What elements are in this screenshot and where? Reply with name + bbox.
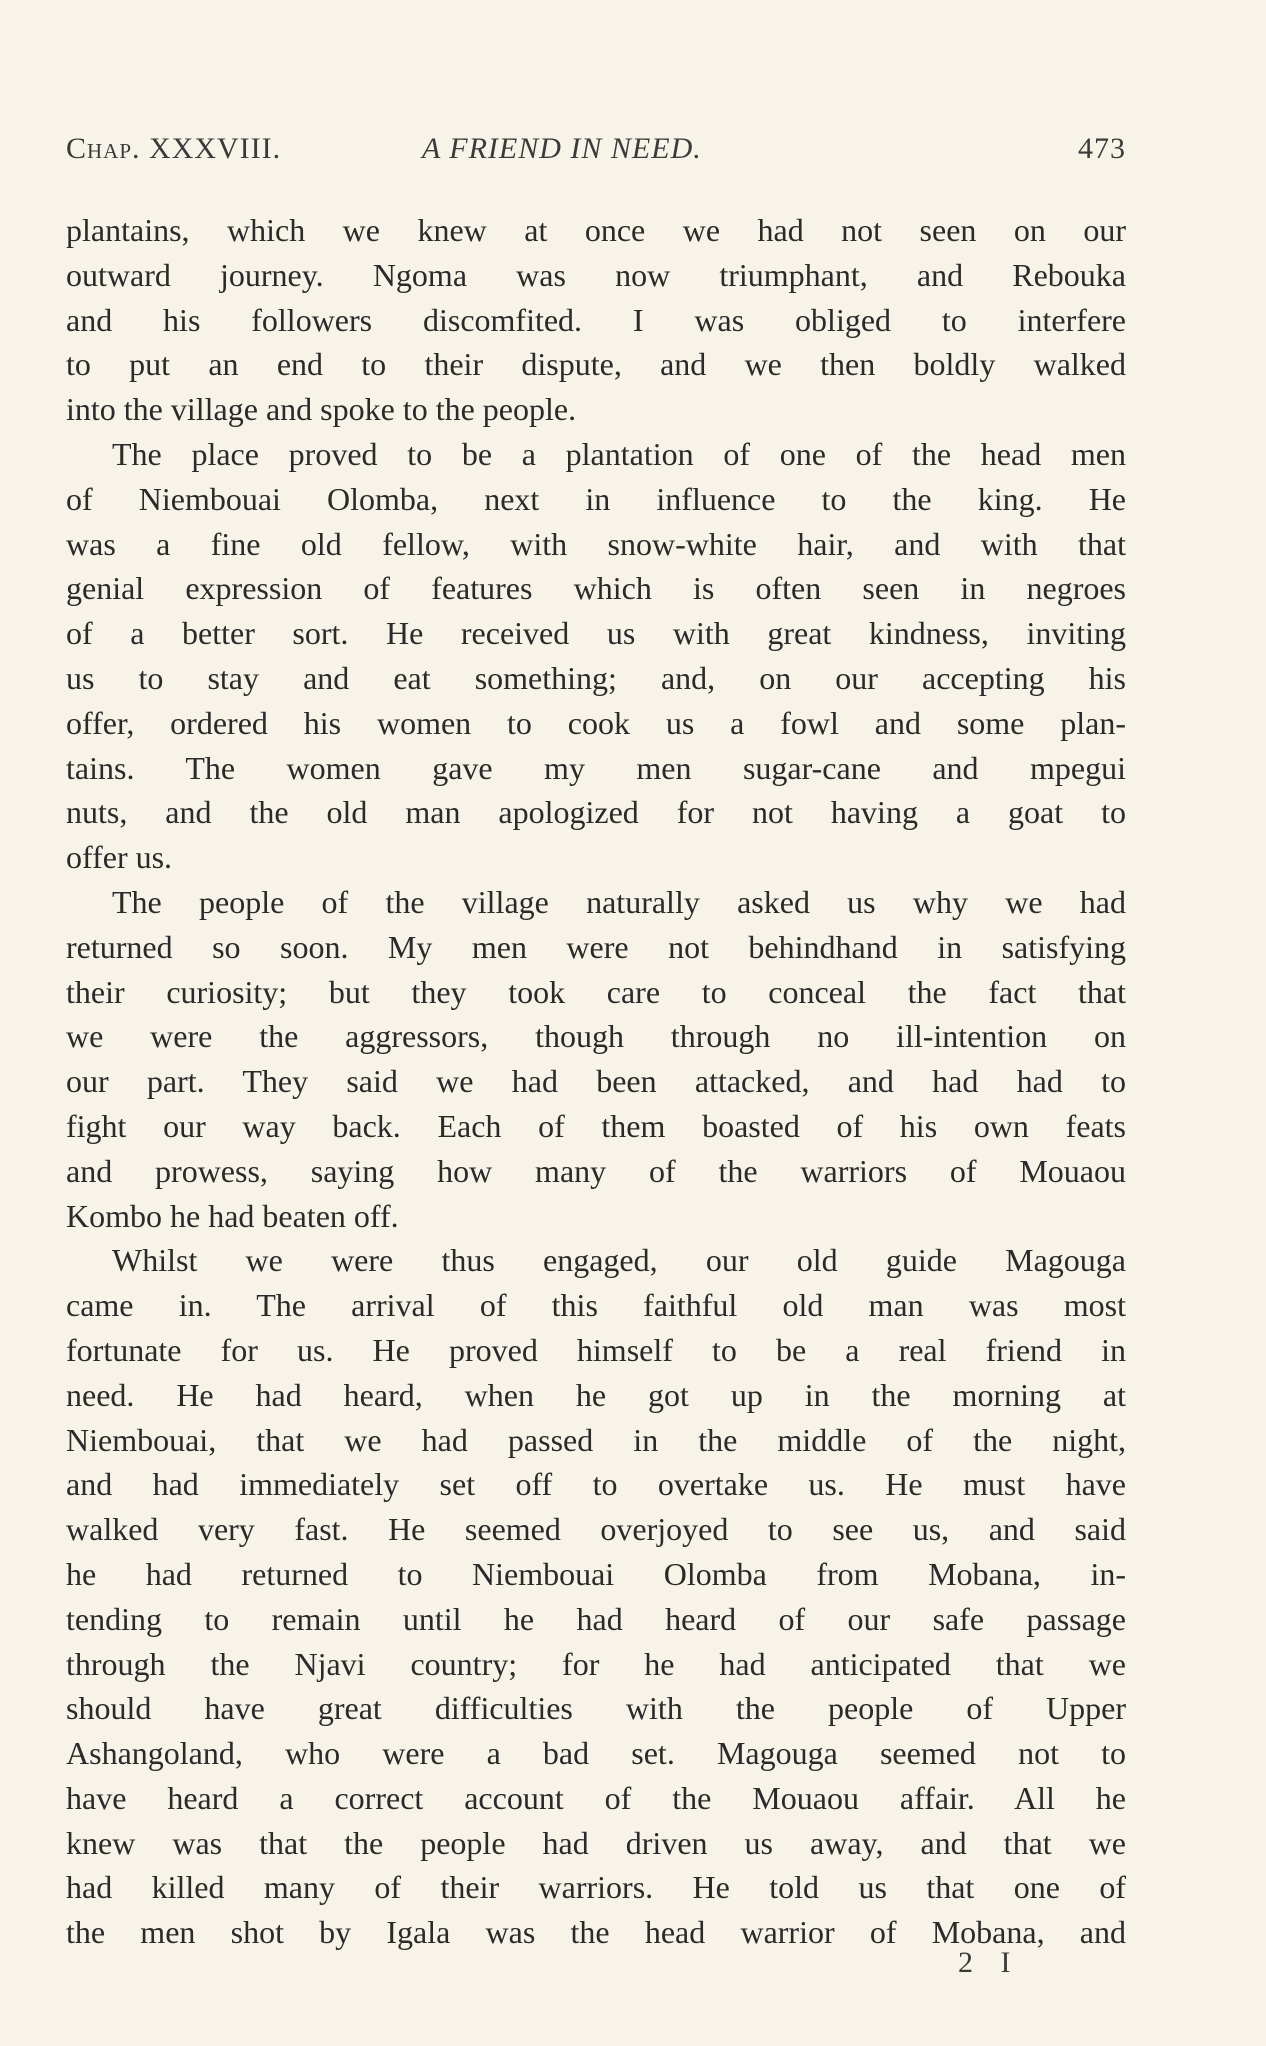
text-line: Ashangoland, who were a bad set. Magouga seemed not to <box>66 1735 1126 1772</box>
text-line: their curiosity; but they took care to conceal the fact that <box>66 973 1126 1010</box>
text-line: Niembouai, that we had passed in the middle of the night, <box>66 1421 1126 1458</box>
text-line: knew was that the people had driven us away, and that we <box>66 1824 1126 1861</box>
text-line: of Niembouai Olomba, next in influence to the king. He <box>66 480 1126 517</box>
text-line: offer us. <box>66 839 173 876</box>
text-line: and had immediately set off to overtake us. He must have <box>66 1466 1126 1503</box>
text-line: have heard a correct account of the Mouaou affair. All he <box>66 1779 1126 1816</box>
text-line: tending to remain until he had heard of our safe passage <box>66 1600 1126 1637</box>
chapter-label: Chap. XXXVIII. <box>66 132 282 165</box>
text-line: offer, ordered his women to cook us a fowl and some plan- <box>66 704 1126 741</box>
body-text <box>66 208 1126 1955</box>
text-line: had killed many of their warriors. He told us that one of <box>66 1869 1126 1906</box>
text-line: outward journey. Ngoma was now triumphant, and Rebouka <box>66 256 1126 293</box>
text-line: tains. The women gave my men sugar-cane and mpegui <box>66 749 1126 786</box>
page-number: 473 <box>1078 132 1126 165</box>
text-line: need. He had heard, when he got up in the morning at <box>66 1376 1126 1413</box>
text-line: came in. The arrival of this faithful old man was most <box>66 1287 1126 1324</box>
text-line: and prowess, saying how many of the warriors of Mouaou <box>66 1152 1126 1189</box>
chapter-title: A FRIEND IN NEED. <box>422 132 702 165</box>
text-line: our part. They said we had been attacked, and had had to <box>66 1063 1126 1100</box>
text-line: The people of the village naturally asked us why we had <box>112 883 1126 920</box>
running-head <box>66 132 1126 172</box>
text-line: through the Njavi country; for he had anticipated that we <box>66 1645 1126 1682</box>
text-line: genial expression of features which is often seen in negroes <box>66 570 1126 607</box>
text-line: should have great difficulties with the people of Upper <box>66 1690 1126 1727</box>
text-line: to put an end to their dispute, and we then boldly walked <box>66 346 1126 383</box>
text-line: returned so soon. My men were not behindhand in satisfying <box>66 928 1126 965</box>
text-line: fortunate for us. He proved himself to be a real friend in <box>66 1331 1126 1368</box>
text-line: Whilst we were thus engaged, our old guide Magouga <box>112 1242 1126 1279</box>
text-line: us to stay and eat something; and, on our accepting his <box>66 659 1126 696</box>
text-line: walked very fast. He seemed overjoyed to see us, and said <box>66 1511 1126 1548</box>
text-line: plantains, which we knew at once we had not seen on our <box>66 212 1126 248</box>
text-line: Kombo he had beaten off. <box>66 1197 399 1234</box>
text-line: nuts, and the old man apologized for not having a goat to <box>66 794 1126 831</box>
text-line: we were the aggressors, though through no ill-intention on <box>66 1018 1126 1055</box>
text-line: of a better sort. He received us with great kindness, inviting <box>66 615 1126 652</box>
text-line: the men shot by Igala was the head warrior of Mobana, and <box>66 1914 1126 1951</box>
text-line: The place proved to be a plantation of one of the head men <box>112 435 1126 472</box>
text-line: and his followers discomfited. I was obliged to interfere <box>66 301 1126 338</box>
text-line: into the village and spoke to the people. <box>66 391 577 428</box>
text-line: was a fine old fellow, with snow-white hair, and with that <box>66 525 1126 562</box>
text-line: fight our way back. Each of them boasted of his own feats <box>66 1107 1126 1144</box>
signature-mark: 2 I <box>958 1946 1021 1979</box>
text-line: he had returned to Niembouai Olomba from Mobana, in- <box>66 1555 1126 1592</box>
